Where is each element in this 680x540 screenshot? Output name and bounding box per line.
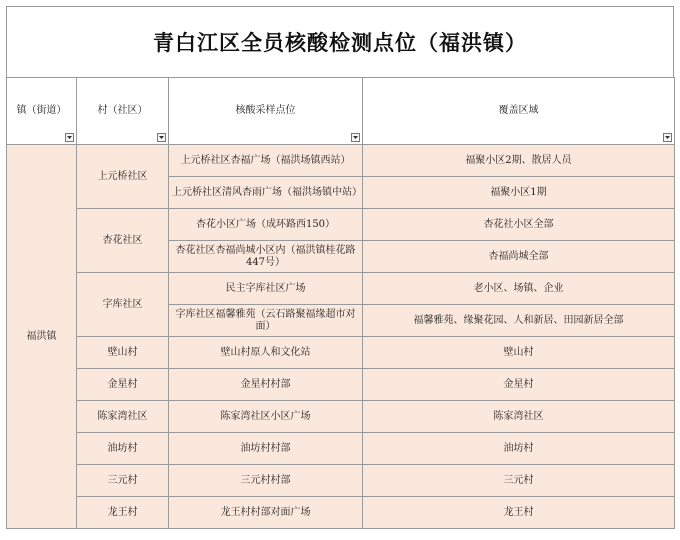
village-cell[interactable]: 壁山村 xyxy=(77,337,169,369)
area-cell[interactable]: 壁山村 xyxy=(363,337,675,369)
table-row xyxy=(7,401,675,433)
site-cell[interactable]: 陈家湾社区小区广场 xyxy=(169,401,363,433)
site-cell[interactable]: 杏花社区杏福尚城小区内（福洪镇桂花路447号） xyxy=(169,241,363,273)
town-cell[interactable]: 福洪镇 xyxy=(7,145,77,529)
site-cell[interactable]: 壁山村原人和文化站 xyxy=(169,337,363,369)
area-cell[interactable]: 杏福尚城全部 xyxy=(363,241,675,273)
table-row xyxy=(7,433,675,465)
table-row xyxy=(7,209,675,241)
area-cell[interactable]: 杏花社小区全部 xyxy=(363,209,675,241)
header-area[interactable]: 覆盖区域 xyxy=(363,78,675,145)
area-cell[interactable]: 福馨雅苑、缘聚花园、人和新居、田园新居全部 xyxy=(363,305,675,337)
title-cell[interactable] xyxy=(6,6,674,77)
village-cell[interactable]: 陈家湾社区 xyxy=(77,401,169,433)
table-row xyxy=(7,369,675,401)
filter-dropdown-icon[interactable] xyxy=(65,133,74,142)
site-cell[interactable]: 金星村村部 xyxy=(169,369,363,401)
site-cell[interactable]: 杏花小区广场（成环路西150） xyxy=(169,209,363,241)
area-cell[interactable]: 三元村 xyxy=(363,465,675,497)
village-cell[interactable]: 字库社区 xyxy=(77,273,169,337)
area-cell[interactable]: 油坊村 xyxy=(363,433,675,465)
area-cell[interactable]: 老小区、场镇、企业 xyxy=(363,273,675,305)
area-cell[interactable]: 龙王村 xyxy=(363,497,675,529)
village-cell[interactable]: 金星村 xyxy=(77,369,169,401)
header-site[interactable]: 核酸采样点位 xyxy=(169,78,363,145)
site-cell[interactable]: 上元桥社区清风杏雨广场（福洪场镇中站） xyxy=(169,177,363,209)
site-cell[interactable]: 三元村村部 xyxy=(169,465,363,497)
filter-dropdown-icon[interactable] xyxy=(157,133,166,142)
sampling-table xyxy=(6,77,675,529)
village-cell[interactable]: 三元村 xyxy=(77,465,169,497)
village-cell[interactable]: 杏花社区 xyxy=(77,209,169,273)
header-town[interactable]: 镇（街道） xyxy=(7,78,77,145)
area-cell[interactable]: 福聚小区1期 xyxy=(363,177,675,209)
site-cell[interactable]: 龙王村村部对面广场 xyxy=(169,497,363,529)
filter-dropdown-icon[interactable] xyxy=(351,133,360,142)
table-row xyxy=(7,337,675,369)
table-row xyxy=(7,465,675,497)
spreadsheet xyxy=(6,6,674,529)
filter-dropdown-icon[interactable] xyxy=(663,133,672,142)
site-cell[interactable]: 上元桥社区杏福广场（福洪场镇西站） xyxy=(169,145,363,177)
header-village[interactable]: 村（社区） xyxy=(77,78,169,145)
village-cell[interactable]: 龙王村 xyxy=(77,497,169,529)
site-cell[interactable]: 油坊村村部 xyxy=(169,433,363,465)
village-cell[interactable]: 油坊村 xyxy=(77,433,169,465)
site-cell[interactable]: 民主字库社区广场 xyxy=(169,273,363,305)
table-row xyxy=(7,497,675,529)
area-cell[interactable]: 金星村 xyxy=(363,369,675,401)
area-cell[interactable]: 福聚小区2期、散居人员 xyxy=(363,145,675,177)
table-row xyxy=(7,273,675,305)
table-row xyxy=(7,145,675,177)
page-title: 青白江区全员核酸检测点位（福洪镇） xyxy=(153,31,527,55)
site-cell[interactable]: 字库社区福馨雅苑（云石路聚福缘超市对面） xyxy=(169,305,363,337)
area-cell[interactable]: 陈家湾社区 xyxy=(363,401,675,433)
village-cell[interactable]: 上元桥社区 xyxy=(77,145,169,209)
